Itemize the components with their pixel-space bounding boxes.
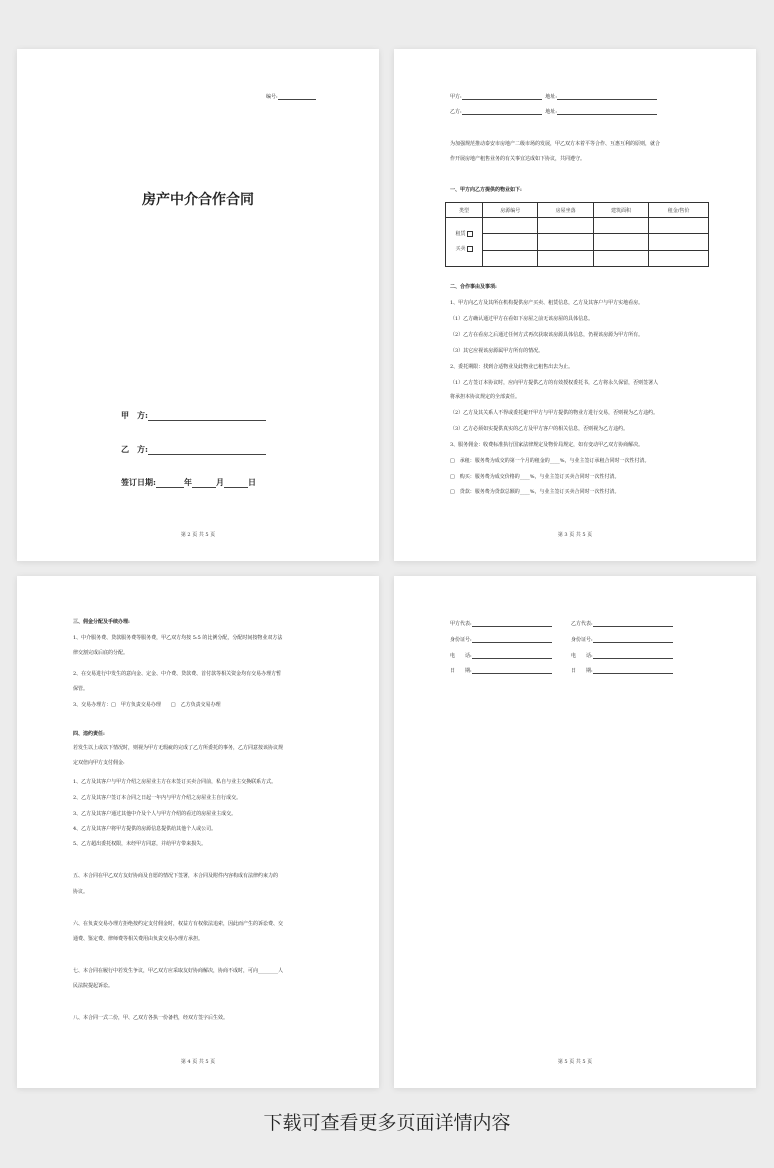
clause-line: 1、乙方及其客户与甲方介绍之房屋业主方在未签订买卖合同前，私自与业主交换联系方式。 — [73, 779, 277, 785]
party-a-field: 甲 方: — [121, 410, 266, 421]
date-b-field: 日 期: — [571, 668, 673, 674]
clause-line: 2、乙方及其客户签订本合同之日起一年内与甲方介绍之房屋业主自行成交。 — [73, 795, 242, 801]
contract-title: 房产中介合作合同 — [142, 192, 254, 208]
table-header: 房源编号 — [483, 203, 538, 218]
party-a-address-row: 甲方: 地址: — [450, 94, 657, 100]
clause-line: 若发生以上或以下情况时，则视为甲方无瑕疵的完成了乙方所委托的事务，乙方同意按该协议规 — [73, 745, 284, 751]
clause-line: 4、乙方及其客户将甲方提供的房源信息提供给其他个人或公司。 — [73, 826, 217, 832]
table-header: 房屋坐落 — [538, 203, 593, 218]
page-footer: 第 5 页 共 5 页 — [557, 1059, 593, 1065]
section-1-heading: 一、甲方向乙方提供的物业如下: — [450, 187, 522, 193]
contract-number-label: 编号: — [266, 94, 316, 100]
party-b-address-row: 乙方: 地址: — [450, 109, 657, 115]
sign-date-field: 签订日期: 年 月 日 — [121, 477, 256, 487]
clause-line: 将承担本协议规定的全部责任。 — [450, 394, 521, 400]
type-cell — [446, 218, 483, 267]
type-sale-label: 买卖 — [455, 246, 466, 252]
clause-line: （1）乙方确认通过甲方在看如下房屋之前无该房屋的具体信息。 — [450, 316, 594, 322]
clause-line: 5、乙方超出委托权限，未经甲方同意，并给甲方带来损失。 — [73, 841, 207, 847]
clause-line: 1、中介服务费、贷款服务费等服务费，甲乙双方均按 5:5 的比例分配，分配时间按物业双方法 — [73, 635, 283, 641]
clause-line: 2、委托期限：找到合适物业及此物业已租售出去为止。 — [450, 364, 574, 370]
clause-line: （3）其它应视该房源属甲方所有的情况。 — [450, 348, 544, 354]
clause-7-line: 七、本合同在履行中若发生争议，甲乙双方应采取友好协商解决，协商不成时，可向________人 — [73, 968, 284, 974]
clause-line: （2）乙方及其关系人不得或委托避开甲方与甲方提供的物业方进行交易，否则视为乙方违约。 — [450, 410, 659, 416]
page-footer: 第 3 页 共 5 页 — [557, 532, 593, 538]
rent-checkbox[interactable] — [467, 231, 473, 237]
fee-option-loan: □ 贷款：服务费为贷款总额的____%，与业主签订买卖合同时一次性付清。 — [450, 489, 620, 495]
clause-5-line: 五、本合同在甲乙双方友好协商及自愿的情况下签署，本合同及附件内容构成有法律约束力的 — [73, 873, 279, 879]
id-b-field: 身份证号: — [571, 637, 673, 643]
fee-option-rent: □ 承租：服务费为成交的第一个月的租金的____%，与业主签订承租合同时一次性付清。 — [450, 458, 650, 464]
party-b-field: 乙 方: — [121, 444, 266, 455]
id-a-field: 身份证号: — [450, 637, 552, 643]
section-4-heading: 四、违约责任: — [73, 731, 105, 737]
contract-page-3 — [394, 49, 756, 561]
clause-7-line: 民法院提起诉讼。 — [73, 983, 114, 989]
clause-6-line: 通费、鉴定费、律师费等相关费用由负责交易办理方承担。 — [73, 936, 204, 942]
page-footer: 第 4 页 共 5 页 — [180, 1059, 216, 1065]
fee-option-buy: □ 购买：服务费为成交价格的____%，与业主签订买卖合同时一次性付清。 — [450, 474, 620, 480]
phone-a-field: 电 话: — [450, 653, 552, 659]
rep-a-field: 甲方代表: — [450, 621, 552, 627]
phone-b-field: 电 话: — [571, 653, 673, 659]
property-table — [445, 202, 709, 267]
clause-line: （1）乙方签订本协议时，应向甲方提供乙方的有效授权委托书，乙方将永久保留，否则签署人 — [450, 380, 659, 386]
contract-cover-page — [17, 49, 379, 561]
clause-line: （3）乙方必须如实提供真实的乙方及甲方客户的相关信息，否则视为乙方违约。 — [450, 426, 629, 432]
clause-line: 2、在交易进行中发生的意向金、定金、中介费、贷款费、首付款等相关资金均有交易办理方暂 — [73, 671, 282, 677]
clause-line: 定双倍向甲方支付佣金: — [73, 760, 125, 766]
clause-line: 保管。 — [73, 686, 89, 692]
rep-b-field: 乙方代表: — [571, 621, 673, 627]
table-header: 类型 — [446, 203, 483, 218]
clause-8-line: 八、本合同一式二份，甲、乙双方各执一份备档，经双方签字后生效。 — [73, 1015, 229, 1021]
clause-line: 1、甲方向乙方及其所在机构提供房产买卖、租赁信息，乙方及其客户与甲方实地看房。 — [450, 300, 644, 306]
table-header: 租金/售价 — [649, 203, 709, 218]
page-footer: 第 2 页 共 5 页 — [180, 532, 216, 538]
clause-line: 3、乙方及其客户通过其他中介及个人与甲方介绍的看过的房屋业主成交。 — [73, 811, 237, 817]
clause-line: 律交割完成后底的分配。 — [73, 650, 129, 656]
sale-checkbox[interactable] — [467, 246, 473, 252]
contract-signature-page — [394, 576, 756, 1088]
intro-line: 为加强规范推动泰安市房地产二级市场的发展，甲乙双方本着平等合作、互惠互利的原则，就合 — [450, 141, 661, 147]
transaction-party-options: 3、交易办理方：□ 甲方负责交易办理 □ 乙方负责交易办理 — [73, 702, 221, 708]
type-rent-label: 租赁 — [455, 231, 466, 237]
clause-line: （2）乙方在看房之后通过任何方式再次获取该房源具体信息，仍视该房源为甲方所有。 — [450, 332, 644, 338]
clause-5-line: 协议。 — [73, 889, 89, 895]
contract-page-4 — [17, 576, 379, 1088]
intro-line: 作开展房地产租售业务的有关事宜达成如下协议，共同遵守。 — [450, 156, 586, 162]
download-caption: 下载可查看更多页面详情内容 — [263, 1112, 511, 1134]
date-a-field: 日 期: — [450, 668, 552, 674]
clause-6-line: 六、在负责交易办理方拒绝按约定支付佣金时，权益方有权依法追索，因此而产生的诉讼费、交 — [73, 921, 284, 927]
section-2-heading: 二、合作事由及事项: — [450, 284, 497, 290]
table-header: 建筑面积 — [593, 203, 648, 218]
clause-line: 3、服务佣金：收费标准执行国家法律规定及物价局规定，如有变动甲乙双方协商解决。 — [450, 442, 644, 448]
section-3-heading: 三、佣金分配及手续办理: — [73, 619, 130, 625]
